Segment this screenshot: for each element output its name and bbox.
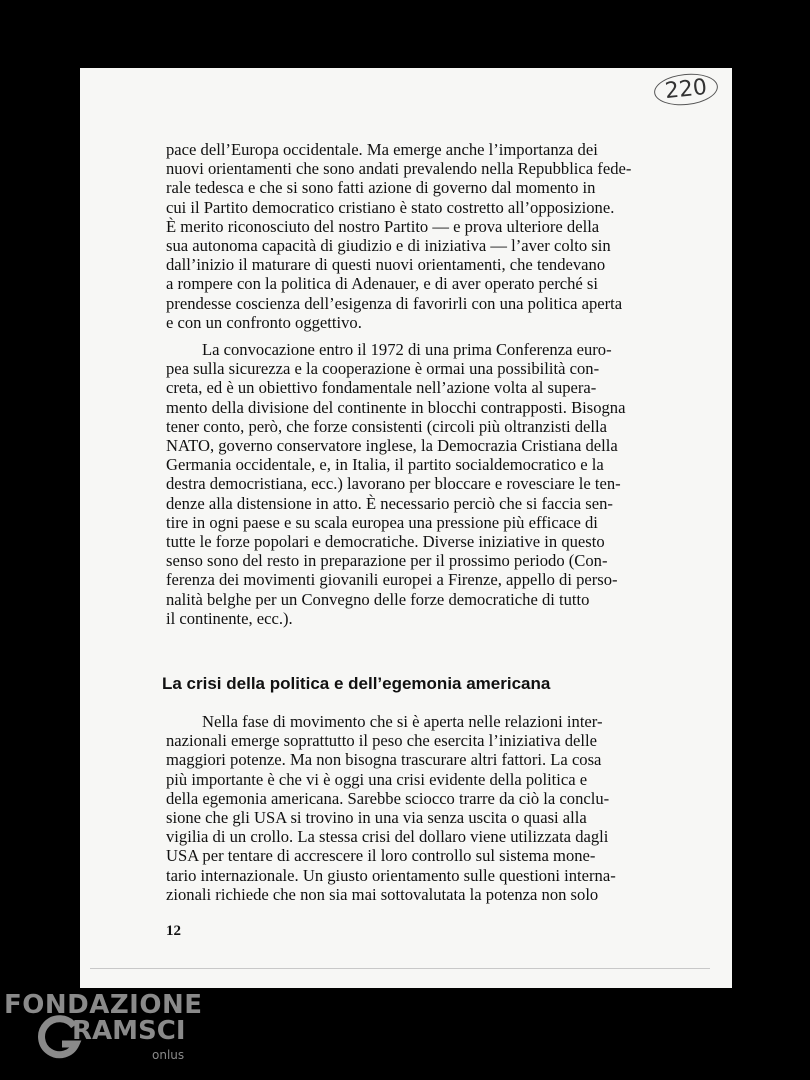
logo-line2: RAMSCI <box>72 1016 186 1046</box>
text-line: tener conto, però, che forze consistenti (circoli più oltranzisti della <box>166 416 607 436</box>
fondazione-gramsci-logo <box>4 990 204 1070</box>
text-line: È merito riconosciuto del nostro Partito — e prova ulteriore della <box>166 216 600 236</box>
text-line: NATO, governo conservatore inglese, la Democrazia Cristiana della <box>166 436 618 456</box>
logo-line1: FONDAZIONE <box>4 990 203 1020</box>
text-line: denze alla distensione in atto. È necessario perciò che si faccia sen- <box>166 493 613 513</box>
conference-paragraph <box>166 340 660 628</box>
text-line: nuovi orientamenti che sono andati prevalendo nella Repubblica fede- <box>166 159 632 179</box>
text-line: sione che gli USA si trovino in una via senza uscita o quasi alla <box>166 808 587 828</box>
text-line: e con un confronto oggettivo. <box>166 312 362 332</box>
text-line: USA per tentare di accrescere il loro controllo sul sistema mone- <box>166 846 596 866</box>
text-line: della egemonia americana. Sarebbe sciocco trarre da ciò la conclu- <box>166 788 610 808</box>
text-line: dall’inizio il maturare di questi nuovi orientamenti, che tendevano <box>166 255 606 275</box>
text-line: nalità belghe per un Convegno delle forze democratiche di tutto <box>166 589 590 609</box>
logo-suffix: onlus <box>152 1048 185 1062</box>
text-line: pea sulla sicurezza e la cooperazione è ormai una possibilità con- <box>166 359 600 379</box>
text-line: La convocazione entro il 1972 di una prima Conferenza euro- <box>202 340 612 359</box>
text-line: tario internazionale. Un giusto orientamento sulle questioni interna- <box>166 865 616 885</box>
text-line: pace dell’Europa occidentale. Ma emerge anche l’importanza dei <box>166 140 598 159</box>
scanned-page <box>80 68 732 988</box>
text-line: cui il Partito democratico cristiano è stato costretto all’opposizione. <box>166 197 615 217</box>
text-line: sua autonoma capacità di giudizio e di iniziativa — l’aver colto sin <box>166 236 611 256</box>
intro-paragraph <box>166 140 660 332</box>
page-number: 12 <box>166 923 181 939</box>
text-line: zionali richiede che non sia mai sottovalutata la potenza non solo <box>166 884 599 904</box>
text-line: tire in ogni paese e su scala europea una pressione più efficace di <box>166 512 598 532</box>
text-line: nazionali emerge soprattutto il peso che esercita l’iniziativa delle <box>166 731 597 751</box>
text-line: senso sono del resto in preparazione per il prossimo periodo (Con- <box>166 551 608 571</box>
text-line: rale tedesca e che si sono fatti azione di governo dal momento in <box>166 178 596 198</box>
scan-artifact-line <box>90 968 710 969</box>
text-line: tutte le forze popolari e democratiche. Diverse iniziative in questo <box>166 532 605 552</box>
text-line: mento della divisione del continente in blocchi contrapposti. Bisogna <box>166 397 626 417</box>
text-line: il continente, ecc.). <box>166 608 293 628</box>
text-line: maggiori potenze. Ma non bisogna trascurare altri fattori. La cosa <box>166 750 602 770</box>
text-line: vigilia di un crollo. La stessa crisi del dollaro viene utilizzata dagli <box>166 827 609 847</box>
american-hegemony-paragraph <box>166 712 660 904</box>
text-line: ferenza dei movimenti giovanili europei a Firenze, appello di perso- <box>166 570 618 590</box>
text-line: Nella fase di movimento che si è aperta nelle relazioni inter- <box>202 712 603 731</box>
text-line: Germania occidentale, e, in Italia, il partito socialdemocratico e la <box>166 455 604 475</box>
archive-number-stamp: 220 <box>653 71 720 109</box>
text-line: destra democristiana, ecc.) lavorano per bloccare e rovesciare le ten- <box>166 474 621 494</box>
section-heading: La crisi della politica e dell’egemonia americana <box>162 674 551 693</box>
text-line: più importante è che vi è oggi una crisi evidente della politica e <box>166 769 588 789</box>
text-line: creta, ed è un obiettivo fondamentale nell’azione volta al supera- <box>166 378 597 398</box>
text-line: a rompere con la politica di Adenauer, e di aver operato perché si <box>166 274 598 294</box>
text-line: prendesse coscienza dell’esigenza di favorirli con una politica aperta <box>166 293 623 313</box>
